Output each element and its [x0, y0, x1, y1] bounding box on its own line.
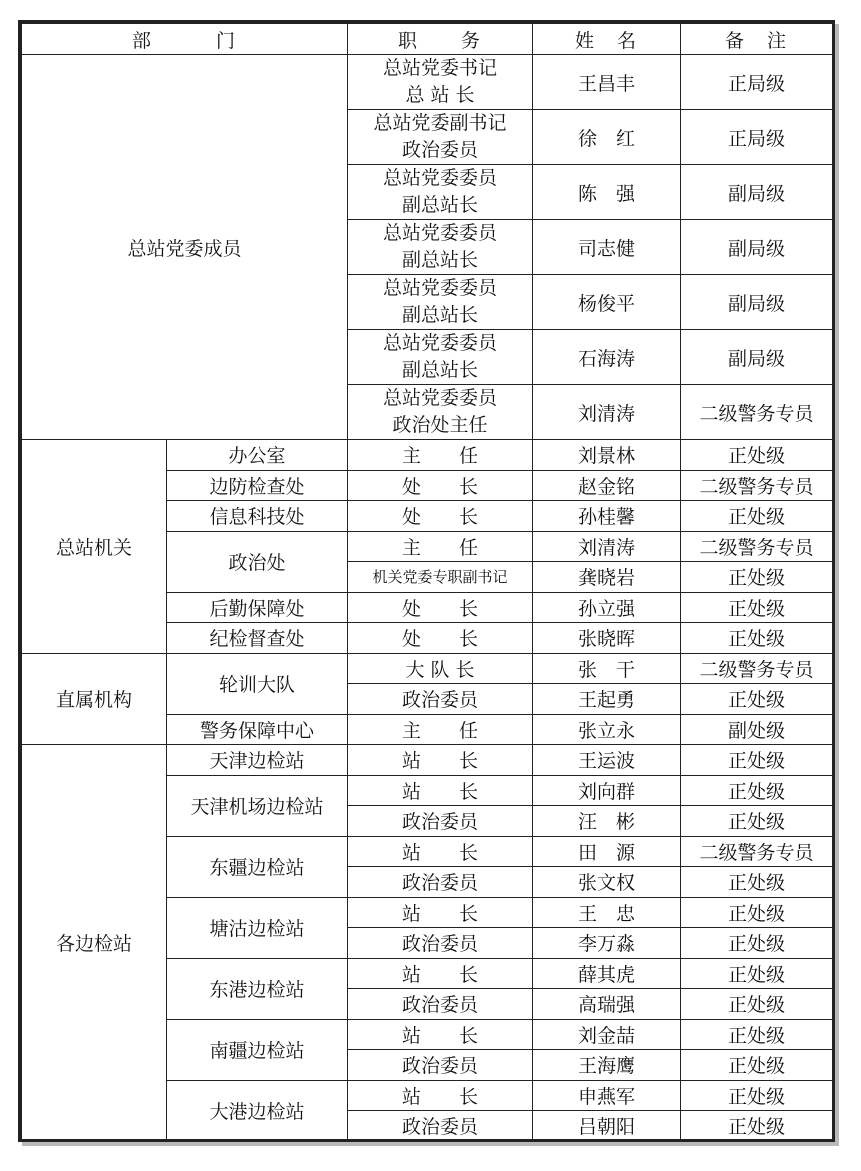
dept-label-direct: 直属机构 — [22, 653, 167, 745]
post-cell: 政治委员 — [348, 1111, 533, 1142]
remark-cell: 正处级 — [681, 897, 833, 928]
remark-cell: 正处级 — [681, 684, 833, 715]
name-cell: 张晓晖 — [533, 623, 681, 654]
remark-cell: 正处级 — [681, 1080, 833, 1111]
post-cell: 站 长 — [348, 836, 533, 867]
roster-frame — [18, 20, 835, 1142]
sub-dept-cell: 东疆边检站 — [167, 836, 348, 897]
sub-dept-cell: 东港边检站 — [167, 958, 348, 1019]
sub-dept-cell: 塘沽边检站 — [167, 897, 348, 958]
sub-dept-cell: 后勤保障处 — [167, 592, 348, 623]
name-cell: 赵金铭 — [533, 470, 681, 501]
remark-cell: 正处级 — [681, 1111, 833, 1142]
post-cell: 站 长 — [348, 1080, 533, 1111]
name-cell: 王起勇 — [533, 684, 681, 715]
name-cell: 刘清涛 — [533, 531, 681, 562]
post-cell: 总站党委书记 总 站 长 — [348, 55, 533, 110]
dept-label-organs: 总站机关 — [22, 440, 167, 654]
post-cell: 处 长 — [348, 470, 533, 501]
post-cell: 站 长 — [348, 958, 533, 989]
post-cell: 总站党委副书记 政治委员 — [348, 110, 533, 165]
remark-cell: 二级警务专员 — [681, 653, 833, 684]
post-cell: 政治委员 — [348, 806, 533, 837]
post-cell: 政治委员 — [348, 989, 533, 1020]
name-cell: 龚晓岩 — [533, 562, 681, 593]
name-cell: 申燕军 — [533, 1080, 681, 1111]
post-cell: 机关党委专职副书记 — [348, 562, 533, 593]
sub-dept-cell: 纪检督查处 — [167, 623, 348, 654]
dept-label-committee: 总站党委成员 — [22, 55, 348, 440]
post-cell: 总站党委委员 副总站长 — [348, 275, 533, 330]
remark-cell: 二级警务专员 — [681, 836, 833, 867]
header-row — [22, 24, 833, 55]
post-cell: 总站党委委员 副总站长 — [348, 165, 533, 220]
remark-cell: 副局级 — [681, 330, 833, 385]
remark-cell: 正局级 — [681, 110, 833, 165]
post-cell: 总站党委委员 副总站长 — [348, 220, 533, 275]
name-cell: 王昌丰 — [533, 55, 681, 110]
name-cell: 司志健 — [533, 220, 681, 275]
name-cell: 高瑞强 — [533, 989, 681, 1020]
remark-cell: 正处级 — [681, 745, 833, 776]
remark-cell: 正处级 — [681, 562, 833, 593]
name-cell: 刘景林 — [533, 440, 681, 471]
remark-cell: 正处级 — [681, 1050, 833, 1081]
name-cell: 张 干 — [533, 653, 681, 684]
remark-cell: 正处级 — [681, 867, 833, 898]
remark-cell: 正处级 — [681, 592, 833, 623]
name-cell: 薛其虎 — [533, 958, 681, 989]
remark-cell: 正处级 — [681, 928, 833, 959]
table-row — [22, 55, 833, 110]
remark-cell: 副处级 — [681, 714, 833, 745]
post-cell: 处 长 — [348, 623, 533, 654]
post-cell: 站 长 — [348, 775, 533, 806]
remark-cell: 二级警务专员 — [681, 470, 833, 501]
post-cell: 政治委员 — [348, 928, 533, 959]
header-post: 职 务 — [348, 24, 533, 55]
name-cell: 王 忠 — [533, 897, 681, 928]
remark-cell: 正处级 — [681, 989, 833, 1020]
name-cell: 刘清涛 — [533, 385, 681, 440]
header-dept: 部 门 — [22, 24, 348, 55]
table-row — [22, 440, 833, 471]
table-row — [22, 745, 833, 776]
name-cell: 李万淼 — [533, 928, 681, 959]
header-remark: 备 注 — [681, 24, 833, 55]
remark-cell: 副局级 — [681, 220, 833, 275]
post-cell: 站 长 — [348, 745, 533, 776]
sub-dept-cell: 轮训大队 — [167, 653, 348, 714]
remark-cell: 正处级 — [681, 623, 833, 654]
post-cell: 主 任 — [348, 714, 533, 745]
post-cell: 处 长 — [348, 592, 533, 623]
post-cell: 主 任 — [348, 531, 533, 562]
remark-cell: 正局级 — [681, 55, 833, 110]
name-cell: 石海涛 — [533, 330, 681, 385]
sub-dept-cell: 办公室 — [167, 440, 348, 471]
remark-cell: 正处级 — [681, 806, 833, 837]
post-cell: 政治委员 — [348, 867, 533, 898]
name-cell: 王运波 — [533, 745, 681, 776]
header-name: 姓 名 — [533, 24, 681, 55]
post-cell: 站 长 — [348, 897, 533, 928]
name-cell: 张文权 — [533, 867, 681, 898]
post-cell: 政治委员 — [348, 1050, 533, 1081]
name-cell: 张立永 — [533, 714, 681, 745]
remark-cell: 正处级 — [681, 775, 833, 806]
post-cell: 总站党委委员 政治处主任 — [348, 385, 533, 440]
remark-cell: 副局级 — [681, 275, 833, 330]
name-cell: 徐 红 — [533, 110, 681, 165]
remark-cell: 正处级 — [681, 501, 833, 532]
remark-cell: 二级警务专员 — [681, 531, 833, 562]
post-cell: 站 长 — [348, 1019, 533, 1050]
remark-cell: 二级警务专员 — [681, 385, 833, 440]
post-cell: 处 长 — [348, 501, 533, 532]
post-cell: 大 队 长 — [348, 653, 533, 684]
dept-label-stations: 各边检站 — [22, 745, 167, 1142]
remark-cell: 正处级 — [681, 440, 833, 471]
remark-cell: 正处级 — [681, 1019, 833, 1050]
name-cell: 吕朝阳 — [533, 1111, 681, 1142]
name-cell: 杨俊平 — [533, 275, 681, 330]
name-cell: 刘向群 — [533, 775, 681, 806]
name-cell: 田 源 — [533, 836, 681, 867]
sub-dept-cell: 南疆边检站 — [167, 1019, 348, 1080]
sub-dept-cell: 天津机场边检站 — [167, 775, 348, 836]
roster-table — [21, 23, 833, 1142]
name-cell: 孙桂馨 — [533, 501, 681, 532]
post-cell: 政治委员 — [348, 684, 533, 715]
name-cell: 王海鹰 — [533, 1050, 681, 1081]
table-row — [22, 653, 833, 684]
sub-dept-cell: 政治处 — [167, 531, 348, 592]
name-cell: 汪 彬 — [533, 806, 681, 837]
sub-dept-cell: 大港边检站 — [167, 1080, 348, 1141]
sub-dept-cell: 信息科技处 — [167, 501, 348, 532]
remark-cell: 副局级 — [681, 165, 833, 220]
name-cell: 陈 强 — [533, 165, 681, 220]
name-cell: 刘金喆 — [533, 1019, 681, 1050]
name-cell: 孙立强 — [533, 592, 681, 623]
sub-dept-cell: 边防检查处 — [167, 470, 348, 501]
remark-cell: 正处级 — [681, 958, 833, 989]
post-cell: 主 任 — [348, 440, 533, 471]
sub-dept-cell: 警务保障中心 — [167, 714, 348, 745]
post-cell: 总站党委委员 副总站长 — [348, 330, 533, 385]
sub-dept-cell: 天津边检站 — [167, 745, 348, 776]
